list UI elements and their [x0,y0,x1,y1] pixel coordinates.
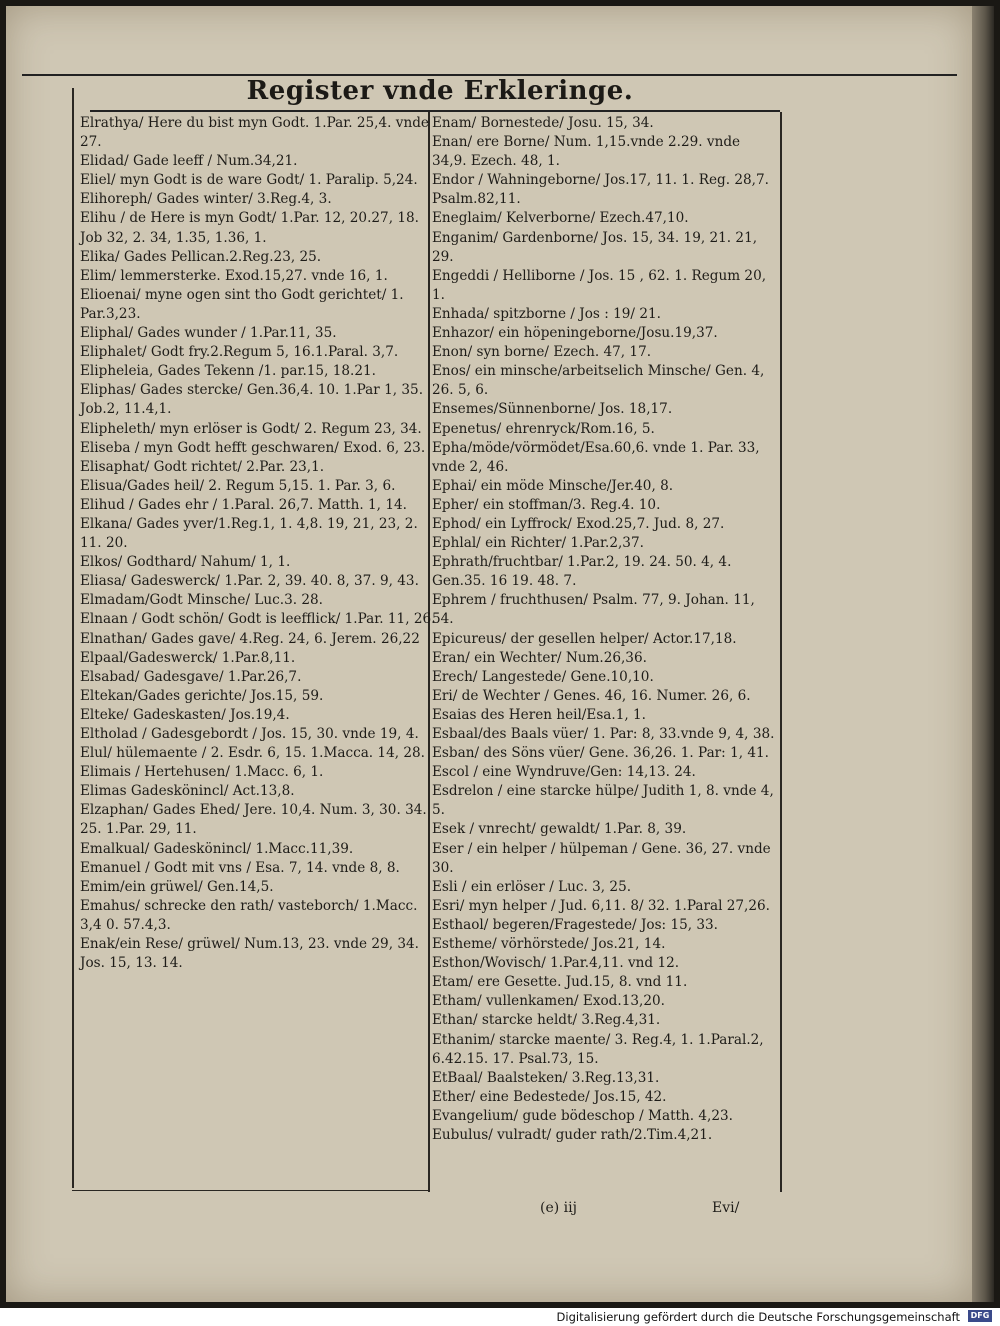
register-right-column [432,114,776,1145]
register-entry: Elpaal/Gadeswerck/ 1.Par.8,11. [80,649,296,666]
register-entry: Ether/ eine Bedestede/ Jos.15, 42. [432,1088,667,1105]
register-entry: Esbaal/des Baals vüer/ 1. Par: 8, 33.vnde 9, 4, 38. [432,726,775,742]
register-entry: Etham/ vullenkamen/ Exod.13,20. [432,993,665,1010]
register-entry: Erech/ Langestede/ Gene.10,10. [432,668,654,685]
footer-credit: Digitalisierung gefördert durch die Deutsche Forschungsgemeinschaft [556,1310,960,1324]
dfg-logo-icon: DFG [968,1310,992,1322]
register-left-column [80,114,436,973]
register-entry: Esek / vnrecht/ gewaldt/ 1.Par. 8, 39. [432,821,687,838]
register-entry: Elisua/Gades heil/ 2. Regum 5,15. 1. Par. 3, 6. [80,477,396,494]
register-entry: Epher/ ein stoffman/3. Reg.4. 10. [432,496,661,513]
register-entry: Ephrem / fruchthusen/ Psalm. 77, 9. Johan. 11, 54. [432,592,755,628]
register-entry: Epenetus/ ehrenryck/Rom.16, 5. [432,420,655,437]
register-entry: Elihoreph/ Gades winter/ 3.Reg.4, 3. [80,191,332,208]
register-entry: Elipheleth/ myn erlöser is Godt/ 2. Regum 23, 34. [80,420,422,437]
register-entry: Elihud / Gades ehr / 1.Paral. 26,7. Matth. 1, 14. [80,496,407,513]
register-entry: Emahus/ schrecke den rath/ vasteborch/ 1.Macc. 3,4 0. 57.4,3. [80,897,418,933]
register-entry: Elzaphan/ Gades Ehed/ Jere. 10,4. Num. 3, 30. 34. 25. 1.Par. 29, 11. [80,802,427,838]
register-entry: Elnaan / Godt schön/ Godt is leefflick/ 1.Par. 11, 26. [80,611,436,628]
register-entry: Esri/ myn helper / Jud. 6,11. 8/ 32. 1.Paral 27,26. [432,897,770,914]
register-entry: Enak/ein Rese/ grüwel/ Num.13, 23. vnde 29, 34. Jos. 15, 13. 14. [80,936,419,972]
register-entry: Emanuel / Godt mit vns / Esa. 7, 14. vnde 8, 8. [80,859,400,876]
register-entry: Eliel/ myn Godt is de ware Godt/ 1. Paralip. 5,24. [80,172,418,189]
register-entry: Elim/ lemmersterke. Exod.15,27. vnde 16, 1. [80,267,388,284]
register-entry: Ephod/ ein Lyffrock/ Exod.25,7. Jud. 8, 27. [432,515,725,532]
register-entry: Emalkual/ Gadeskönincl/ 1.Macc.11,39. [80,840,354,857]
footer-bar [0,1308,1000,1326]
register-entry: Eri/ de Wechter / Genes. 46, 16. Numer. 26, 6. [432,687,751,704]
register-entry: Eliseba / myn Godt hefft geschwaren/ Exod. 6, 23. [80,439,426,456]
register-entry: Elteke/ Gadeskasten/ Jos.19,4. [80,706,290,723]
register-entry: Elihu / de Here is myn Godt/ 1.Par. 12, 20.27, 18. Job 32, 2. 34, 1.35, 1.36, 1. [80,210,419,246]
register-entry: Eubulus/ vulradt/ guder rath/2.Tim.4,21. [432,1126,713,1143]
register-entry: Endor / Wahningeborne/ Jos.17, 11. 1. Reg. 28,7. Psalm.82,11. [432,172,769,208]
register-entry: Elimais / Hertehusen/ 1.Macc. 6, 1. [80,764,324,781]
register-entry: Elkos/ Godthard/ Nahum/ 1, 1. [80,554,291,571]
register-entry: Enhada/ spitzborne / Jos : 19/ 21. [432,305,661,322]
register-entry: Eliphas/ Gades stercke/ Gen.36,4. 10. 1.Par 1, 35. Job.2, 11.4,1. [80,382,424,418]
register-entry: Eneglaim/ Kelverborne/ Ezech.47,10. [432,210,689,227]
register-entry: Elmadam/Godt Minsche/ Luc.3. 28. [80,592,324,609]
register-entry: Eran/ ein Wechter/ Num.26,36. [432,649,647,666]
register-entry: Esdrelon / eine starcke hülpe/ Judith 1, 8. vnde 4, 5. [432,783,774,819]
register-entry: Elsabad/ Gadesgave/ 1.Par.26,7. [80,668,302,685]
register-entry: Eltekan/Gades gerichte/ Jos.15, 59. [80,687,324,704]
page-edge [972,6,994,1302]
register-entry: Elkana/ Gades yver/1.Reg.1, 1. 4,8. 19, 21, 23, 2. 11. 20. [80,515,418,552]
register-entry: Eltholad / Gadesgebordt / Jos. 15, 30. vnde 19, 4. [80,726,419,742]
register-entry: Esaias des Heren heil/Esa.1, 1. [432,706,646,723]
page-title: Register vnde Erkleringe. [246,76,634,106]
catchword: Evi/ [712,1200,740,1216]
register-entry: Enos/ ein minsche/arbeitselich Minsche/ Gen. 4, 26. 5, 6. [432,363,765,399]
register-entry: Elul/ hülemaente / 2. Esdr. 6, 15. 1.Macca. 14, 28. [80,745,425,762]
register-entry: Evangelium/ gude bödeschop / Matth. 4,23. [432,1107,733,1124]
register-entry: Elidad/ Gade leeff / Num.34,21. [80,153,298,170]
left-border-line [72,88,74,1188]
register-entry: Esli / ein erlöser / Luc. 3, 25. [432,878,632,895]
header-rule-bottom [90,110,780,112]
register-entry: Elnathan/ Gades gave/ 4.Reg. 24, 6. Jerem. 26,22 [80,630,420,647]
signature-mark: (e) iij [540,1200,577,1216]
register-entry: Engeddi / Helliborne / Jos. 15 , 62. 1. Regum 20, 1. [432,267,767,303]
right-border-line [780,112,782,1192]
register-entry: Elisaphat/ Godt richtet/ 2.Par. 23,1. [80,458,325,475]
register-entry: Eliasa/ Gadeswerck/ 1.Par. 2, 39. 40. 8, 37. 9, 43. [80,573,419,590]
register-entry: Etam/ ere Gesette. Jud.15, 8. vnd 11. [432,974,688,991]
register-entry: Elika/ Gades Pellican.2.Reg.23, 25. [80,248,322,265]
register-entry: Ensemes/Sünnenborne/ Jos. 18,17. [432,401,673,418]
register-entry: Estheme/ vörhörstede/ Jos.21, 14. [432,936,666,953]
register-entry: Elipheleia, Gades Tekenn /1. par.15, 18.21. [80,363,376,380]
register-entry: Eser / ein helper / hülpeman / Gene. 36, 27. vnde 30. [432,840,771,876]
register-entry: Enhazor/ ein höpeningeborne/Josu.19,37. [432,325,718,342]
register-entry: Ethan/ starcke heldt/ 3.Reg.4,31. [432,1012,661,1029]
register-entry: Elimas Gadeskönincl/ Act.13,8. [80,783,295,800]
register-entry: Eliphal/ Gades wunder / 1.Par.11, 35. [80,325,337,342]
register-entry: Eliphalet/ Godt fry.2.Regum 5, 16.1.Paral. 3,7. [80,344,399,361]
register-entry: Epicureus/ der gesellen helper/ Actor.17,18. [432,630,737,647]
register-entry: Esthon/Wovisch/ 1.Par.4,11. vnd 12. [432,955,680,972]
register-entry: Escol / eine Wyndruve/Gen: 14,13. 24. [432,764,696,781]
register-entry: EtBaal/ Baalsteken/ 3.Reg.13,31. [432,1069,660,1086]
register-entry: Esthaol/ begeren/Fragestede/ Jos: 15, 33. [432,916,719,933]
register-entry: Ephai/ ein möde Minsche/Jer.40, 8. [432,477,674,494]
register-entry: Elioenai/ myne ogen sint tho Godt gerichtet/ 1. Par.3,23. [80,286,404,322]
bottom-rule [72,1190,428,1191]
register-entry: Emim/ein grüwel/ Gen.14,5. [80,878,274,895]
register-entry: Enan/ ere Borne/ Num. 1,15.vnde 2.29. vnde 34,9. Ezech. 48, 1. [432,134,741,170]
register-entry: Ephrath/fruchtbar/ 1.Par.2, 19. 24. 50. 4, 4. Gen.35. 16 19. 48. 7. [432,554,732,590]
register-entry: Enon/ syn borne/ Ezech. 47, 17. [432,344,652,361]
register-entry: Elrathya/ Here du bist myn Godt. 1.Par. 25,4. vnde 27. [80,115,429,151]
register-entry: Ephlal/ ein Richter/ 1.Par.2,37. [432,535,644,552]
register-entry: Enam/ Bornestede/ Josu. 15, 34. [432,115,654,131]
register-entry: Enganim/ Gardenborne/ Jos. 15, 34. 19, 21. 21, 29. [432,229,758,265]
register-entry: Epha/möde/vörmödet/Esa.60,6. vnde 1. Par. 33, vnde 2, 46. [432,439,760,475]
register-entry: Esban/ des Söns vüer/ Gene. 36,26. 1. Par: 1, 41. [432,745,769,762]
register-entry: Ethanim/ starcke maente/ 3. Reg.4, 1. 1.Paral.2, 6.42.15. 17. Psal.73, 15. [432,1031,764,1067]
